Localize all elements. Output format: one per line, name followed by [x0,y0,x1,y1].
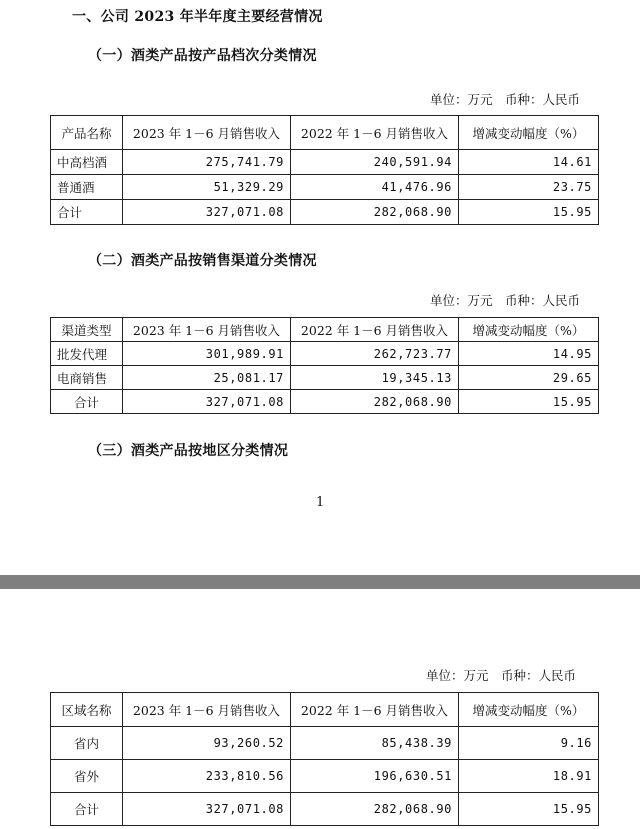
value-cell: 301,989.91 [123,342,291,366]
header-cell: 渠道类型 [51,318,123,342]
value-cell: 18.91 [459,760,599,793]
value-cell: 327,071.08 [123,390,291,414]
value-cell: 233,810.56 [123,760,291,793]
region-unit-line: 单位：万元 币种：人民币 [426,668,577,683]
table-row [51,150,599,175]
value-cell: 275,741.79 [123,150,291,175]
table-header-row [51,318,599,342]
row-label: 省外 [51,760,123,793]
value-cell: 15.95 [459,793,599,826]
value-cell: 41,476.96 [291,175,459,200]
row-label: 批发代理 [51,342,123,366]
document-page-2 [0,589,640,829]
table-row [51,727,599,760]
row-label: 合计 [51,793,123,826]
value-cell: 19,345.13 [291,366,459,390]
header-cell: 增减变动幅度（%） [459,693,599,727]
page-separator [0,575,640,589]
value-cell: 14.61 [459,150,599,175]
value-cell: 327,071.08 [123,793,291,826]
sales-channel-table [50,317,599,414]
value-cell: 23.75 [459,175,599,200]
row-label: 普通酒 [51,175,123,200]
value-cell: 15.95 [459,390,599,414]
value-cell: 25,081.17 [123,366,291,390]
value-cell: 93,260.52 [123,727,291,760]
header-cell: 2023 年 1－6 月销售收入 [123,693,291,727]
section-3-heading: （三）酒类产品按地区分类情况 [88,443,289,459]
row-label: 合计 [51,200,123,225]
table-row [51,793,599,826]
section-2-heading: （二）酒类产品按销售渠道分类情况 [88,253,317,269]
section-2-unit-line: 单位：万元 币种：人民币 [430,293,581,308]
header-cell: 增减变动幅度（%） [459,318,599,342]
header-cell: 增减变动幅度（%） [459,116,599,150]
row-label: 电商销售 [51,366,123,390]
table-row [51,342,599,366]
value-cell: 29.65 [459,366,599,390]
value-cell: 282,068.90 [291,390,459,414]
value-cell: 282,068.90 [291,200,459,225]
header-cell: 2022 年 1－6 月销售收入 [291,318,459,342]
value-cell: 14.95 [459,342,599,366]
table-header-row [51,116,599,150]
value-cell: 15.95 [459,200,599,225]
header-cell: 2023 年 1－6 月销售收入 [123,318,291,342]
region-table [50,692,599,826]
header-cell: 2022 年 1－6 月销售收入 [291,116,459,150]
table-row [51,760,599,793]
table-row [51,366,599,390]
value-cell: 51,329.29 [123,175,291,200]
row-label: 中高档酒 [51,150,123,175]
page-number: 1 [316,495,325,510]
table-row [51,175,599,200]
value-cell: 262,723.77 [291,342,459,366]
table-row [51,390,599,414]
section-1-heading: （一）酒类产品按产品档次分类情况 [88,48,317,64]
value-cell: 240,591.94 [291,150,459,175]
main-heading: 一、公司 2023 年半年度主要经营情况 [72,9,323,25]
header-cell: 2022 年 1－6 月销售收入 [291,693,459,727]
header-cell: 2023 年 1－6 月销售收入 [123,116,291,150]
table-row [51,200,599,225]
table-header-row [51,693,599,727]
header-cell: 区域名称 [51,693,123,727]
row-label: 合计 [51,390,123,414]
value-cell: 9.16 [459,727,599,760]
value-cell: 85,438.39 [291,727,459,760]
header-cell: 产品名称 [51,116,123,150]
section-1-unit-line: 单位：万元 币种：人民币 [430,92,581,107]
value-cell: 196,630.51 [291,760,459,793]
value-cell: 282,068.90 [291,793,459,826]
product-grade-table [50,115,599,225]
value-cell: 327,071.08 [123,200,291,225]
row-label: 省内 [51,727,123,760]
